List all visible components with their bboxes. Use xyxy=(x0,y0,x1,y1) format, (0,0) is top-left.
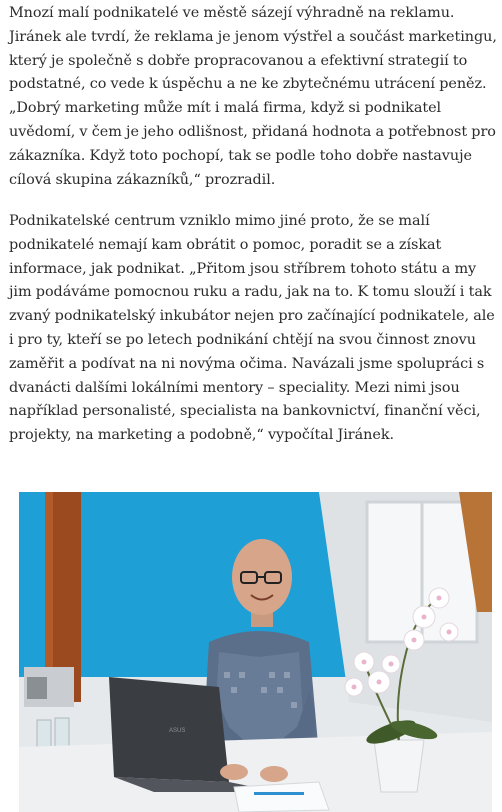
article-photo xyxy=(19,492,492,812)
article-paragraph: Podnikatelské centrum vzniklo mimo jiné proto, že se malí podnikatelé nemají kam obrátit o pomoc, poradit se a získat informace, jak podnikat. „Přitom jsou stříbrem tohoto státu a my jim podáváme pomocnou ruku a radu, jak na to. K tomu slouží i tak zvaný podnikatelský inkubátor nejen pro začínající podnikatele, ale i pro ty, kteří se po letech podnikání chtějí na svou činnost znovu zaměřit a podívat na ni novýma očima. Navázali jsme spolupráci s dvanácti dalšími lokálními mentory – speciality. Mezi nimi jsou například personalisté, specialista na bankovnictví, finanční věci, projekty, na marketing a podobně,“ vypočítal Jiránek. xyxy=(9,213,495,444)
flower-pot xyxy=(374,740,424,792)
laptop-logo: ASUS xyxy=(169,728,186,734)
article-paragraph: Mnozí malí podnikatelé ve městě sázejí výhradně na reklamu. Jiránek ale tvrdí, že reklama je jenom výstřel a součást marketingu, který je společně s dobře propracovanou a efektivní strategií to podstatné, co vede k úspěchu a ne ke zbytečnému utrácení peněz. „Dobrý marketing může mít i malá firma, když si podnikatel uvědomí, v čem je jeho odlišnost, přidaná hodnota a potřebnost pro zákazníka. Když toto pochopí, tak se podle toho dobře nastavuje cílová skupina zákazníků,“ prozradil. xyxy=(9,5,497,188)
